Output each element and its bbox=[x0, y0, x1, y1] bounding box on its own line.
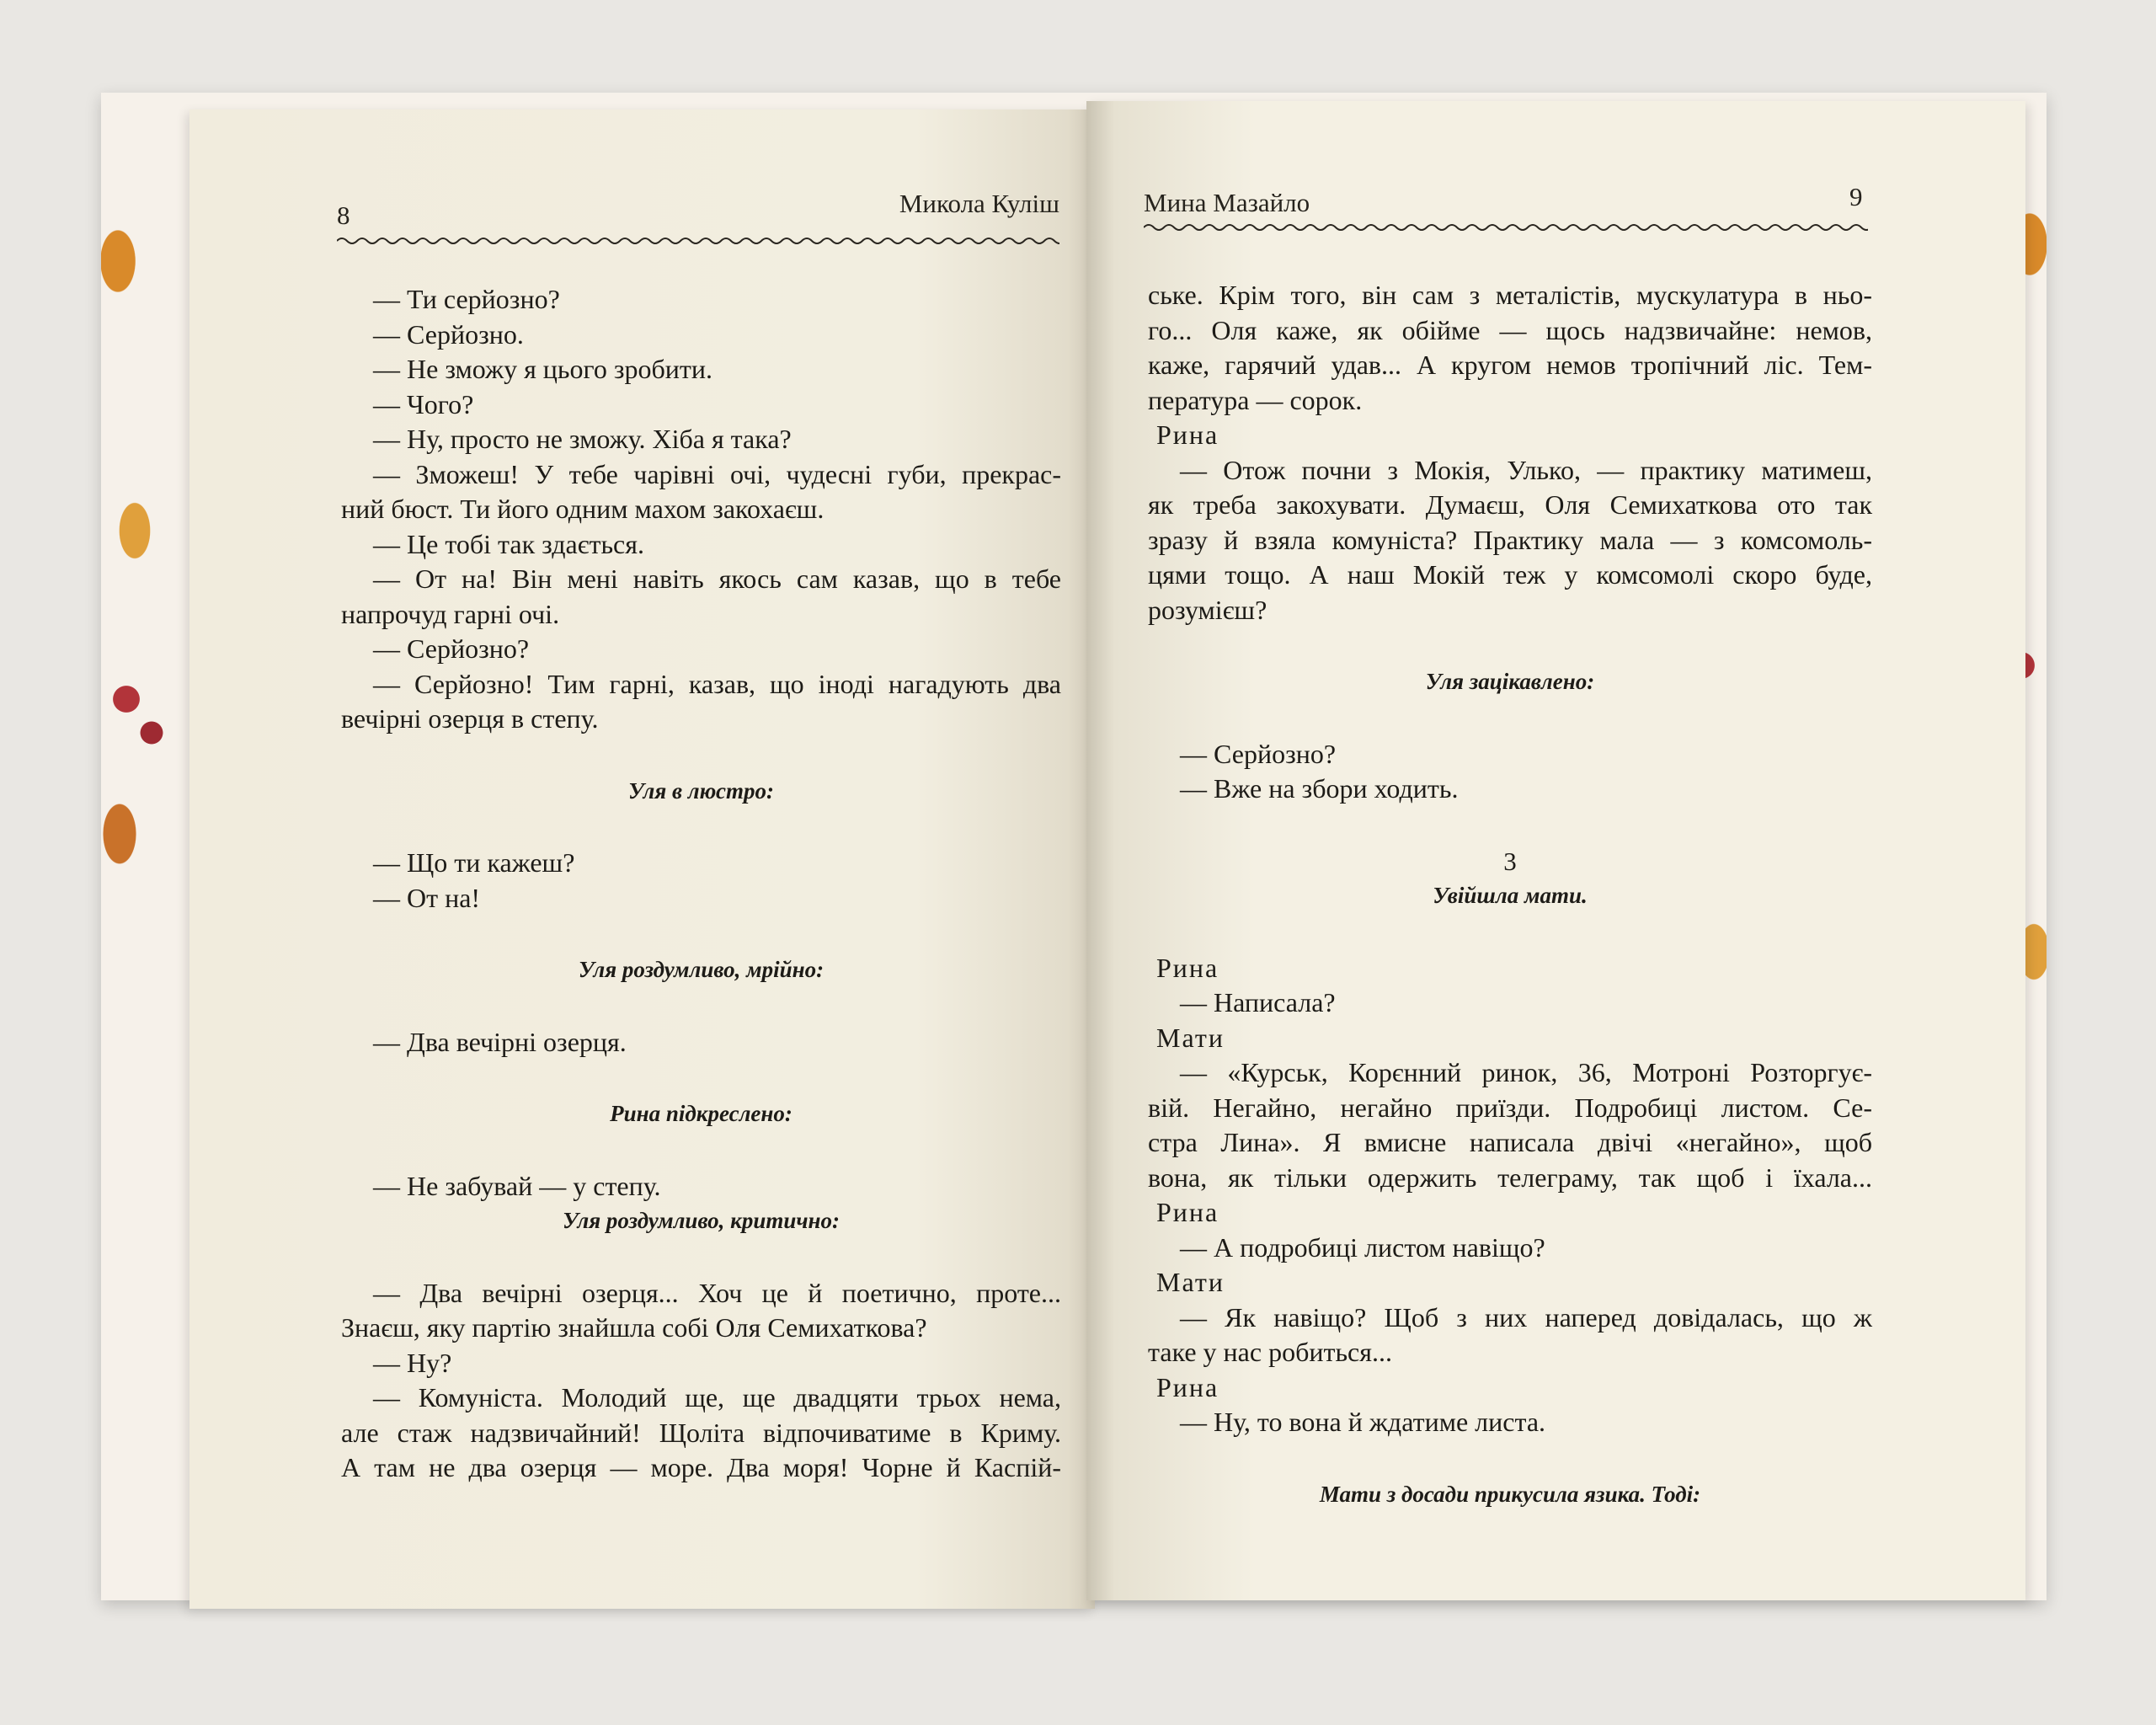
spacer bbox=[341, 916, 1061, 953]
text-line: — Два вечірні озерця... Хоч це й поетично, проте... bbox=[373, 1277, 1061, 1308]
text-line: — От на! Він мені навіть якось сам казав, що в тебе bbox=[373, 563, 1061, 594]
stage-direction: Уля зацікавлено: bbox=[1425, 669, 1595, 694]
text-line: — Отож почни з Мокія, Улько, — практику матимеш, bbox=[1180, 454, 1872, 485]
text-line: вечірні озерця в степу. bbox=[341, 703, 599, 734]
left-page bbox=[189, 109, 1095, 1609]
spacer bbox=[341, 737, 1061, 774]
text-line: цями тощо. А наш Мокій теж у комсомолі скоро буде, bbox=[1148, 559, 1872, 590]
speaker-name: Рина bbox=[1156, 419, 1219, 450]
text-line: — Ну, то вона й ждатиме листа. bbox=[1180, 1407, 1546, 1437]
speaker-name: Рина bbox=[1156, 1371, 1219, 1402]
text-line: стра Лина». Я вмисне написала двічі «негайно», щоб bbox=[1148, 1127, 1872, 1157]
text-line: — «Курськ, Корєнний ринок, 36, Мотроні Розторгує- bbox=[1180, 1057, 1872, 1087]
spacer bbox=[1148, 700, 1872, 737]
text-line: ське. Крім того, він сам з металістів, мускулатура в ньо- bbox=[1148, 280, 1872, 310]
text-line: — Комуніста. Молодий ще, ще двадцяти трьох нема, bbox=[373, 1382, 1061, 1413]
section-number: 3 bbox=[1503, 846, 1517, 876]
text-line: Знаєш, яку партію знайшла собі Оля Семихаткова? bbox=[341, 1312, 927, 1343]
spacer bbox=[341, 1132, 1061, 1169]
spacer bbox=[1148, 1440, 1872, 1477]
text-line: — Ну, просто не зможу. Хіба я така? bbox=[373, 424, 792, 454]
text-line: таке у нас робиться... bbox=[1148, 1337, 1392, 1367]
spacer bbox=[1148, 628, 1872, 665]
text-line: — Ну? bbox=[373, 1347, 452, 1378]
text-line: — Ти серйозно? bbox=[373, 284, 560, 314]
text-line: пература — сорок. bbox=[1148, 384, 1363, 415]
stage-direction: Уля роздумливо, критично: bbox=[562, 1208, 841, 1233]
left-page-text bbox=[341, 282, 1061, 1486]
text-line: — Як навіщо? Щоб з них наперед довідалась, що ж bbox=[1180, 1301, 1872, 1332]
text-line: вона, як тільки одержить телеграму, так щоб і їхала... bbox=[1148, 1162, 1872, 1193]
spacer bbox=[341, 1060, 1061, 1097]
text-line: вій. Негайно, негайно приїзди. Подробиці листом. Се- bbox=[1148, 1092, 1872, 1123]
speaker-name: Мати bbox=[1156, 1267, 1225, 1297]
text-line: — Серйозно? bbox=[373, 633, 530, 664]
right-page bbox=[1086, 101, 2025, 1600]
text-line: — Що ти кажеш? bbox=[373, 847, 575, 878]
text-line: — Серйозно? bbox=[1180, 738, 1337, 769]
text-line: — А подробиці листом навіщо? bbox=[1180, 1231, 1545, 1263]
stage-direction: Уля в люстро: bbox=[628, 777, 774, 804]
running-head: Мина Мазайло bbox=[1144, 188, 1310, 217]
speaker-name: Рина bbox=[1156, 952, 1219, 983]
page-number: 8 bbox=[337, 200, 350, 230]
text-line: — Не зможу я цього зробити. bbox=[373, 354, 712, 384]
text-line: напрочуд гарні очі. bbox=[341, 598, 560, 629]
speaker-name: Рина bbox=[1156, 1197, 1219, 1227]
stage-direction: Уля роздумливо, мрійно: bbox=[578, 957, 825, 982]
text-line: — Серйозно. bbox=[373, 318, 524, 350]
spacer bbox=[341, 809, 1061, 846]
text-line: А там не два озерця — море. Два моря! Чорне й Каспій- bbox=[341, 1452, 1061, 1482]
speaker-name: Мати bbox=[1156, 1022, 1225, 1053]
text-line: але стаж надзвичайний! Щоліта відпочиватиме в Криму. bbox=[341, 1417, 1061, 1448]
text-line: — Це тобі так здається. bbox=[373, 528, 644, 559]
right-page-text bbox=[1148, 278, 1872, 1512]
text-line: зразу й взяла комуніста? Практику мала — з комсомоль- bbox=[1148, 524, 1872, 555]
text-line: — Написала? bbox=[1180, 987, 1336, 1017]
text-line: — Чого? bbox=[373, 388, 474, 419]
text-line: як треба закохувати. Думаєш, Оля Семихаткова ото так bbox=[1148, 489, 1872, 520]
text-line: каже, гарячий удав... А кругом немов тропічний ліс. Тем- bbox=[1148, 350, 1872, 380]
text-line: — Не забувай — у степу. bbox=[373, 1170, 661, 1201]
stage-direction: Увійшла мати. bbox=[1433, 883, 1588, 908]
spacer bbox=[1148, 914, 1872, 951]
text-line: — Серйозно! Тим гарні, казав, що іноді нагадують два bbox=[373, 668, 1061, 699]
text-line: розумієш? bbox=[1148, 594, 1267, 625]
text-line: — Зможеш! У тебе чарівні очі, чудесні губи, прекрас- bbox=[373, 458, 1061, 489]
text-line: го... Оля каже, як обійме — щось надзвичайне: немов, bbox=[1148, 314, 1872, 345]
text-line: — От на! bbox=[373, 882, 481, 913]
text-line: — Вже на збори ходить. bbox=[1180, 773, 1459, 804]
stage-direction: Рина підкреслено: bbox=[610, 1101, 792, 1126]
spacer bbox=[341, 1239, 1061, 1276]
running-head: Микола Куліш bbox=[899, 189, 1059, 218]
header-rule bbox=[1144, 221, 1868, 234]
text-line: — Два вечірні озерця. bbox=[373, 1026, 627, 1057]
text-line: ний бюст. Ти його одним махом закохаєш. bbox=[341, 494, 825, 524]
stage-direction: Мати з досади прикусила язика. Тоді: bbox=[1319, 1481, 1701, 1507]
spacer bbox=[1148, 807, 1872, 844]
page-number: 9 bbox=[1849, 182, 1863, 211]
header-rule bbox=[337, 234, 1059, 248]
spacer bbox=[341, 988, 1061, 1025]
